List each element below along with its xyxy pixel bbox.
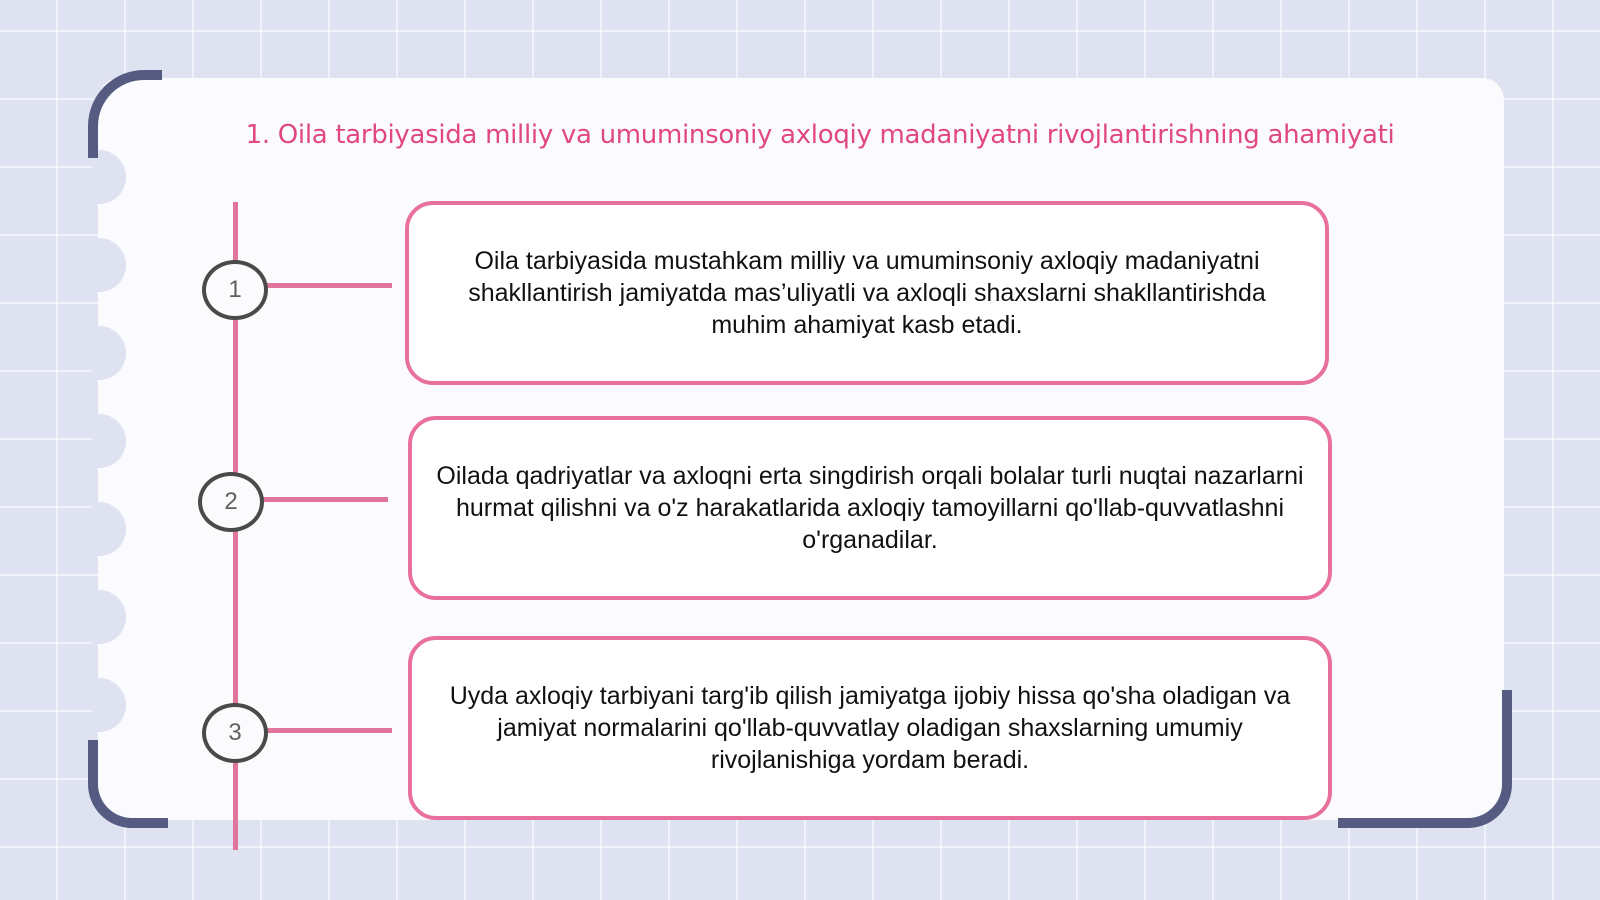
corner-bracket-bottom-left <box>88 740 168 828</box>
step-number-1: 1 <box>202 260 268 320</box>
info-box-3 <box>408 636 1332 820</box>
info-box-text: Oila tarbiyasida mustahkam milliy va umuminsoniy axloqiy madaniyatni shakllantirish jamiyatda mas’uliyatli va axloqli shaxslarni shakllantirishda muhim ahamiyat kasb etadi. <box>468 247 1266 339</box>
info-box-1 <box>405 201 1329 385</box>
step-number-2: 2 <box>198 472 264 532</box>
timeline-connector <box>260 497 388 502</box>
timeline-connector <box>264 728 392 733</box>
corner-bracket-bottom-right <box>1338 690 1512 828</box>
timeline-connector <box>264 283 392 288</box>
info-box-text: Uyda axloqiy tarbiyani targ'ib qilish jamiyatga ijobiy hissa qo'sha oladigan va jamiyat normalarini qo'llab-quvvatlay oladigan shaxslarning umumiy rivojlanishiga yordam beradi. <box>449 682 1291 774</box>
info-box-2 <box>408 416 1332 600</box>
slide-title: 1. Oila tarbiyasida milliy va umuminsoniy axloqiy madaniyatni rivojlantirishning ahamiyati <box>245 120 1395 150</box>
step-number-3: 3 <box>202 703 268 763</box>
info-box-text: Oilada qadriyatlar va axloqni erta singdirish orqali bolalar turli nuqtai nazarlarni hurmat qilishni va o'z harakatlarida axloqiy tamoyillarni qo'llab-quvvatlashni o'rganadilar. <box>436 462 1304 554</box>
